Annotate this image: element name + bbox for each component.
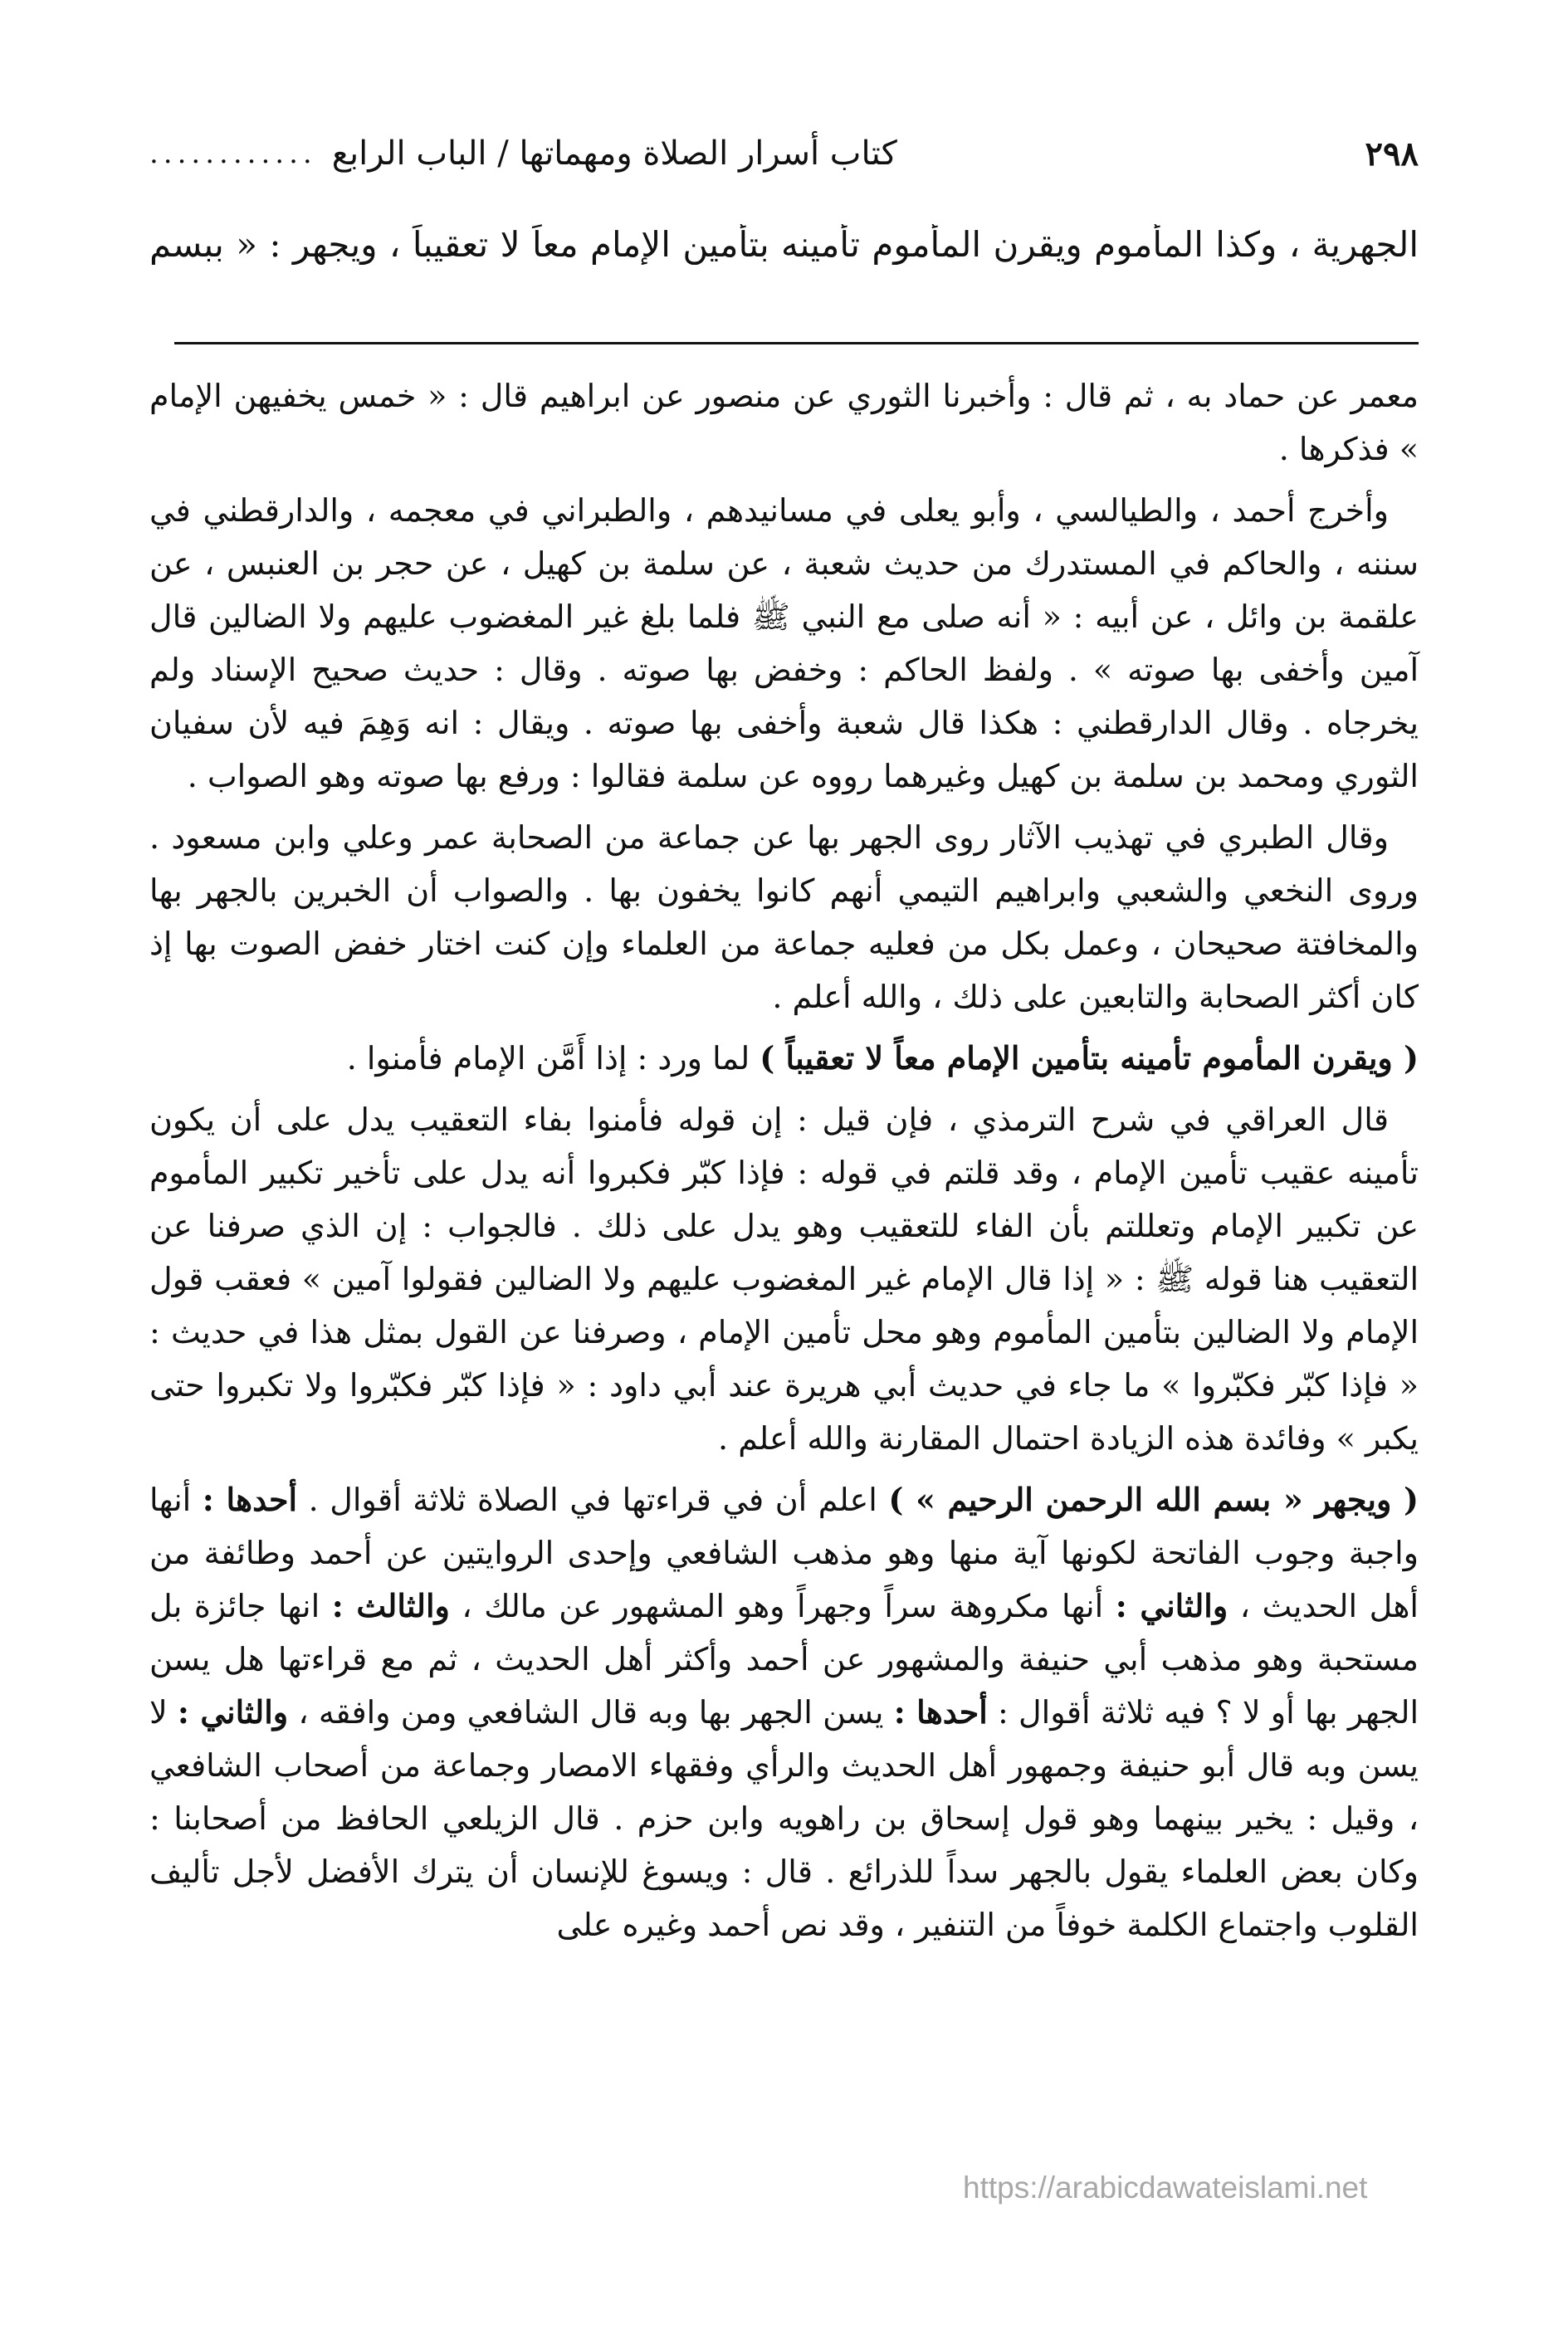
matn-quote: ( ويقرن المأموم تأمينه بتأمين الإمام معاً لا تعقيباً ) [760, 1039, 1419, 1077]
matn-quote: ( ويجهر « بسم الله الرحمن الرحيم » ) [888, 1481, 1419, 1518]
bold-term: والثالث : [331, 1587, 450, 1624]
commentary-paragraph-3: وقال الطبري في تهذيب الآثار روى الجهر بها عن جماعة من الصحابة عمر وعلي وابن مسعود . وروى النخعي والشعبي وابراهيم التيمي أنهم كانوا يخفون بها . والصواب أن الخبرين بالجهر بها والمخافتة صحيحان ، وعمل بكل من فعليه جماعة من العلماء وإن كنت اختار خفض الصوت بها إذ كان أكثر الصحابة والتابعين على ذلك ، والله أعلم . [149, 819, 1419, 1015]
paragraph-text: اعلم أن في قراءتها في الصلاة ثلاثة أقوال . [297, 1482, 889, 1518]
paragraph-text: يسن الجهر بها وبه قال الشافعي ومن وافقه ، [288, 1694, 894, 1731]
page-header [149, 125, 1419, 183]
commentary-paragraph-1: معمر عن حماد به ، ثم قال : وأخبرنا الثوري عن منصور عن ابراهيم قال : « خمس يخفيهن الإمام » فذكرها . [149, 378, 1419, 467]
running-title: كتاب أسرار الصلاة ومهماتها / الباب الرابع [331, 134, 897, 173]
commentary-paragraph-6 [149, 1473, 1419, 1951]
commentary-paragraph-5: قال العراقي في شرح الترمذي ، فإن قيل : إن قوله فأمنوا بفاء التعقيب يدل على أن يكون تأمينه عقيب تأمين الإمام ، وقد قلتم في قوله : فإذا كبّر فكبروا أنه يدل على تأخير تكبير المأموم عن تكبير الإمام وتعللتم بأن الفاء للتعقيب وهو يدل على ذلك . فالجواب : إن الذي صرفنا عن التعقيب هنا قوله ﷺ : « إذا قال الإمام غير المغضوب عليهم ولا الضالين فقولوا آمين » فعقب قول الإمام ولا الضالين بتأمين المأموم وهو محل تأمين الإمام ، وصرفنا عن القول بمثل هذا في حديث : « فإذا كبّر فكبّروا » ما جاء في حديث أبي هريرة عند أبي داود : « فإذا كبّر فكبّروا ولا تكبروا حتى يكبر » وفائدة هذه الزيادة احتمال المقارنة والله أعلم . [149, 1101, 1419, 1457]
commentary-paragraph-4 [149, 1032, 1419, 1085]
bold-term: أحدها : [893, 1693, 988, 1731]
commentary-paragraph-2: وأخرج أحمد ، والطيالسي ، وأبو يعلى في مسانيدهم ، والطبراني في معجمه ، والدارقطني في سننه ، والحاكم في المستدرك من حديث شعبة ، عن سلمة بن كهيل ، عن حجر بن العنبس ، عن علقمة بن وائل ، عن أبيه : « أنه صلى مع النبي ﷺ فلما بلغ غير المغضوب عليهم ولا الضالين قال آمين وأخفى بها صوته » . ولفظ الحاكم : وخفض بها صوته . وقال : حديث صحيح الإسناد ولم يخرجاه . وقال الدارقطني : هكذا قال شعبة وأخفى بها صوته . ويقال : انه وَهِمَ فيه لأن سفيان الثوري ومحمد بن سلمة بن كهيل وغيرهما رووه عن سلمة فقالوا : ورفع بها صوته وهو الصواب . [149, 492, 1419, 794]
paragraph-text: انها جائزة بل مستحبة وهو مذهب أبي حنيفة والمشهور عن أحمد وأكثر أهل الحديث ، ثم مع قراءتها هل يسن الجهر بها أو لا ؟ فيه ثلاثة أقوال : [149, 1588, 1419, 1731]
commentary-body [149, 369, 1419, 1960]
bold-term: والثاني : [177, 1693, 289, 1731]
page-number: ٢٩٨ [1365, 134, 1419, 173]
bold-term: والثاني : [1115, 1587, 1229, 1624]
running-title-group [149, 134, 897, 173]
main-text-line [149, 224, 1419, 265]
title-leader-dots: ............ [149, 137, 317, 170]
bold-term: أحدها : [202, 1481, 298, 1518]
paragraph-text: لما ورد : إذا أَمَّن الإمام فأمنوا . [346, 1040, 760, 1077]
paragraph-text: لا يسن وبه قال أبو حنيفة وجمهور أهل الحديث والرأي وفقهاء الامصار وجماعة من أصحاب الشافعي ، وقيل : يخير بينهما وهو قول إسحاق بن راهويه وابن حزم . قال الزيلعي الحافظ من أصحابنا : وكان بعض العلماء يقول بالجهر سداً للذرائع . قال : ويسوغ للإنسان أن يترك الأفضل لأجل تأليف القلوب واجتماع الكلمة خوفاً من التنفير ، وقد نص أحمد وغيره على [149, 1694, 1419, 1943]
separator-rule [174, 342, 1419, 344]
paragraph-text: أنها مكروهة سراً وجهراً وهو المشهور عن مالك ، [449, 1588, 1116, 1624]
main-text: الجهرية ، وكذا المأموم ويقرن المأموم تأمينه بتأمين الإمام معاً لا تعقيباً ، ويجهر : « ببسم [149, 224, 1419, 265]
paragraph-text: أنها واجبة وجوب الفاتحة لكونها آية منها وهو مذهب الشافعي وإحدى الروايتين عن أحمد وطائفة من أهل الحديث ، [149, 1482, 1419, 1624]
watermark-url: https://arabicdawateislami.net [963, 2171, 1368, 2205]
